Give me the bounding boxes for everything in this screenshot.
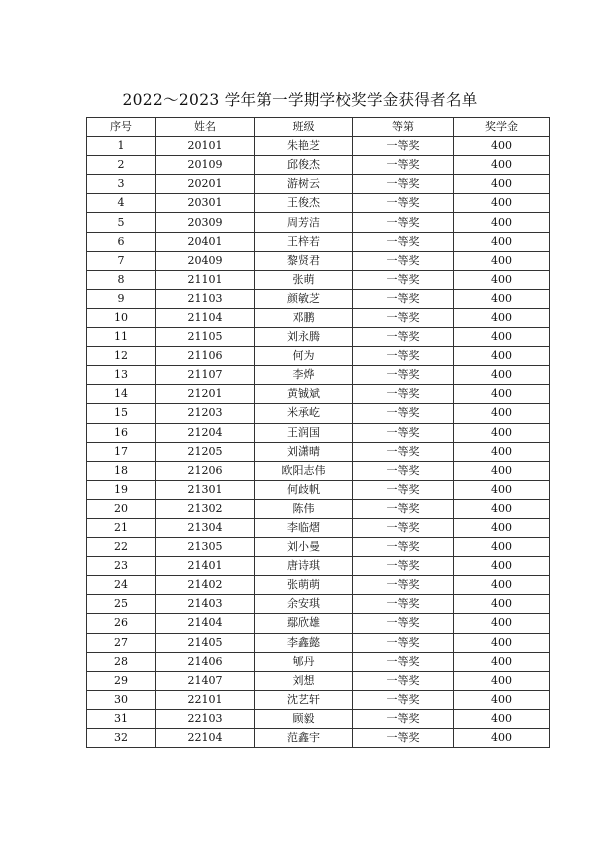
table-row — [87, 518, 550, 537]
cell-grade: 一等奖 — [353, 289, 454, 308]
cell-name: 21204 — [156, 423, 255, 442]
cell-index: 32 — [87, 729, 156, 748]
cell-amount: 400 — [454, 690, 550, 709]
cell-grade: 一等奖 — [353, 729, 454, 748]
cell-class: 黎贤君 — [255, 251, 353, 270]
cell-class: 朱艳芝 — [255, 137, 353, 156]
cell-grade: 一等奖 — [353, 404, 454, 423]
cell-class: 游树云 — [255, 175, 353, 194]
table-row — [87, 442, 550, 461]
table-row — [87, 461, 550, 480]
cell-name: 21407 — [156, 671, 255, 690]
cell-class: 颜敏芝 — [255, 289, 353, 308]
table-row — [87, 729, 550, 748]
cell-name: 21301 — [156, 480, 255, 499]
cell-index: 23 — [87, 557, 156, 576]
cell-class: 欧阳志伟 — [255, 461, 353, 480]
table-header-row — [87, 118, 550, 137]
cell-amount: 400 — [454, 729, 550, 748]
table-row — [87, 137, 550, 156]
table-row — [87, 213, 550, 232]
table-row — [87, 709, 550, 728]
cell-grade: 一等奖 — [353, 156, 454, 175]
cell-amount: 400 — [454, 213, 550, 232]
table-row — [87, 633, 550, 652]
cell-amount: 400 — [454, 366, 550, 385]
table-row — [87, 557, 550, 576]
cell-class: 郇丹 — [255, 652, 353, 671]
table-row — [87, 499, 550, 518]
cell-index: 30 — [87, 690, 156, 709]
cell-index: 28 — [87, 652, 156, 671]
cell-grade: 一等奖 — [353, 194, 454, 213]
cell-name: 21402 — [156, 576, 255, 595]
cell-index: 13 — [87, 366, 156, 385]
table-row — [87, 423, 550, 442]
cell-amount: 400 — [454, 614, 550, 633]
cell-grade: 一等奖 — [353, 671, 454, 690]
cell-class: 邓鹏 — [255, 308, 353, 327]
cell-index: 21 — [87, 518, 156, 537]
cell-amount: 400 — [454, 442, 550, 461]
cell-amount: 400 — [454, 499, 550, 518]
cell-index: 5 — [87, 213, 156, 232]
header-index: 序号 — [87, 118, 156, 137]
table-row — [87, 538, 550, 557]
cell-name: 21201 — [156, 385, 255, 404]
cell-amount: 400 — [454, 423, 550, 442]
table-row — [87, 347, 550, 366]
cell-name: 21401 — [156, 557, 255, 576]
cell-name: 21103 — [156, 289, 255, 308]
cell-index: 8 — [87, 270, 156, 289]
cell-name: 20101 — [156, 137, 255, 156]
cell-class: 张萌萌 — [255, 576, 353, 595]
cell-index: 17 — [87, 442, 156, 461]
cell-class: 王润国 — [255, 423, 353, 442]
table-row — [87, 480, 550, 499]
cell-amount: 400 — [454, 461, 550, 480]
cell-grade: 一等奖 — [353, 213, 454, 232]
cell-class: 黄铖斌 — [255, 385, 353, 404]
cell-grade: 一等奖 — [353, 576, 454, 595]
page-title: 2022～2023 学年第一学期学校奖学金获得者名单 — [122, 91, 478, 109]
cell-index: 11 — [87, 328, 156, 347]
cell-class: 何歧帆 — [255, 480, 353, 499]
cell-class: 王俊杰 — [255, 194, 353, 213]
cell-index: 9 — [87, 289, 156, 308]
cell-index: 29 — [87, 671, 156, 690]
cell-index: 2 — [87, 156, 156, 175]
cell-name: 20109 — [156, 156, 255, 175]
cell-class: 刘永腾 — [255, 328, 353, 347]
cell-amount: 400 — [454, 175, 550, 194]
table-row — [87, 576, 550, 595]
cell-amount: 400 — [454, 576, 550, 595]
cell-class: 李临熠 — [255, 518, 353, 537]
table-row — [87, 251, 550, 270]
cell-amount: 400 — [454, 480, 550, 499]
cell-amount: 400 — [454, 385, 550, 404]
cell-class: 王梓若 — [255, 232, 353, 251]
cell-grade: 一等奖 — [353, 557, 454, 576]
cell-grade: 一等奖 — [353, 480, 454, 499]
cell-grade: 一等奖 — [353, 461, 454, 480]
cell-grade: 一等奖 — [353, 652, 454, 671]
cell-class: 李烨 — [255, 366, 353, 385]
cell-index: 18 — [87, 461, 156, 480]
cell-name: 20309 — [156, 213, 255, 232]
header-class: 班级 — [255, 118, 353, 137]
cell-class: 鄢欣雄 — [255, 614, 353, 633]
table-row — [87, 194, 550, 213]
cell-class: 何为 — [255, 347, 353, 366]
table-row — [87, 652, 550, 671]
cell-name: 21104 — [156, 308, 255, 327]
cell-amount: 400 — [454, 308, 550, 327]
cell-name: 21404 — [156, 614, 255, 633]
cell-amount: 400 — [454, 347, 550, 366]
cell-name: 21106 — [156, 347, 255, 366]
cell-index: 12 — [87, 347, 156, 366]
cell-grade: 一等奖 — [353, 538, 454, 557]
cell-class: 米承屹 — [255, 404, 353, 423]
cell-class: 刘小曼 — [255, 538, 353, 557]
cell-class: 沈艺轩 — [255, 690, 353, 709]
cell-grade: 一等奖 — [353, 442, 454, 461]
cell-index: 19 — [87, 480, 156, 499]
header-amount: 奖学金 — [454, 118, 550, 137]
cell-index: 1 — [87, 137, 156, 156]
scholarship-table — [86, 117, 550, 748]
cell-amount: 400 — [454, 671, 550, 690]
cell-amount: 400 — [454, 137, 550, 156]
table-row — [87, 328, 550, 347]
cell-grade: 一等奖 — [353, 175, 454, 194]
cell-grade: 一等奖 — [353, 614, 454, 633]
cell-amount: 400 — [454, 194, 550, 213]
cell-grade: 一等奖 — [353, 328, 454, 347]
cell-grade: 一等奖 — [353, 595, 454, 614]
cell-name: 21302 — [156, 499, 255, 518]
cell-name: 21101 — [156, 270, 255, 289]
cell-index: 16 — [87, 423, 156, 442]
cell-index: 15 — [87, 404, 156, 423]
cell-class: 范鑫宇 — [255, 729, 353, 748]
table-row — [87, 366, 550, 385]
cell-name: 21403 — [156, 595, 255, 614]
cell-grade: 一等奖 — [353, 518, 454, 537]
cell-index: 14 — [87, 385, 156, 404]
cell-name: 20201 — [156, 175, 255, 194]
cell-grade: 一等奖 — [353, 232, 454, 251]
cell-name: 21304 — [156, 518, 255, 537]
cell-amount: 400 — [454, 156, 550, 175]
cell-index: 22 — [87, 538, 156, 557]
table-row — [87, 404, 550, 423]
cell-class: 刘潇晴 — [255, 442, 353, 461]
cell-index: 20 — [87, 499, 156, 518]
header-name: 姓名 — [156, 118, 255, 137]
cell-grade: 一等奖 — [353, 137, 454, 156]
cell-name: 20301 — [156, 194, 255, 213]
cell-amount: 400 — [454, 289, 550, 308]
cell-name: 20401 — [156, 232, 255, 251]
cell-index: 6 — [87, 232, 156, 251]
cell-grade: 一等奖 — [353, 633, 454, 652]
cell-grade: 一等奖 — [353, 709, 454, 728]
cell-name: 22104 — [156, 729, 255, 748]
cell-class: 周芳洁 — [255, 213, 353, 232]
cell-name: 21205 — [156, 442, 255, 461]
cell-index: 7 — [87, 251, 156, 270]
table-row — [87, 671, 550, 690]
cell-index: 25 — [87, 595, 156, 614]
cell-class: 张萌 — [255, 270, 353, 289]
cell-class: 邱俊杰 — [255, 156, 353, 175]
table-row — [87, 289, 550, 308]
cell-amount: 400 — [454, 595, 550, 614]
cell-index: 3 — [87, 175, 156, 194]
cell-name: 21105 — [156, 328, 255, 347]
cell-amount: 400 — [454, 709, 550, 728]
table-row — [87, 232, 550, 251]
cell-grade: 一等奖 — [353, 251, 454, 270]
cell-amount: 400 — [454, 270, 550, 289]
cell-class: 唐诗琪 — [255, 557, 353, 576]
cell-amount: 400 — [454, 557, 550, 576]
cell-grade: 一等奖 — [353, 270, 454, 289]
table-row — [87, 690, 550, 709]
cell-grade: 一等奖 — [353, 366, 454, 385]
cell-name: 22103 — [156, 709, 255, 728]
cell-index: 27 — [87, 633, 156, 652]
cell-index: 4 — [87, 194, 156, 213]
cell-grade: 一等奖 — [353, 499, 454, 518]
cell-amount: 400 — [454, 251, 550, 270]
cell-name: 21405 — [156, 633, 255, 652]
cell-class: 陈伟 — [255, 499, 353, 518]
cell-amount: 400 — [454, 232, 550, 251]
cell-name: 20409 — [156, 251, 255, 270]
cell-grade: 一等奖 — [353, 423, 454, 442]
table-row — [87, 308, 550, 327]
cell-amount: 400 — [454, 404, 550, 423]
cell-class: 余安琪 — [255, 595, 353, 614]
cell-index: 10 — [87, 308, 156, 327]
cell-index: 26 — [87, 614, 156, 633]
table-row — [87, 614, 550, 633]
cell-index: 31 — [87, 709, 156, 728]
cell-amount: 400 — [454, 633, 550, 652]
cell-name: 21203 — [156, 404, 255, 423]
table-row — [87, 270, 550, 289]
cell-class: 顾毅 — [255, 709, 353, 728]
cell-grade: 一等奖 — [353, 385, 454, 404]
cell-name: 21206 — [156, 461, 255, 480]
cell-name: 21107 — [156, 366, 255, 385]
header-grade: 等第 — [353, 118, 454, 137]
cell-amount: 400 — [454, 538, 550, 557]
cell-grade: 一等奖 — [353, 347, 454, 366]
cell-name: 21305 — [156, 538, 255, 557]
table-row — [87, 175, 550, 194]
cell-index: 24 — [87, 576, 156, 595]
cell-grade: 一等奖 — [353, 308, 454, 327]
cell-name: 21406 — [156, 652, 255, 671]
table-row — [87, 156, 550, 175]
cell-name: 22101 — [156, 690, 255, 709]
table-body — [87, 137, 550, 748]
cell-amount: 400 — [454, 652, 550, 671]
table-row — [87, 385, 550, 404]
cell-amount: 400 — [454, 328, 550, 347]
cell-class: 刘想 — [255, 671, 353, 690]
cell-class: 李鑫懿 — [255, 633, 353, 652]
cell-grade: 一等奖 — [353, 690, 454, 709]
cell-amount: 400 — [454, 518, 550, 537]
table-row — [87, 595, 550, 614]
